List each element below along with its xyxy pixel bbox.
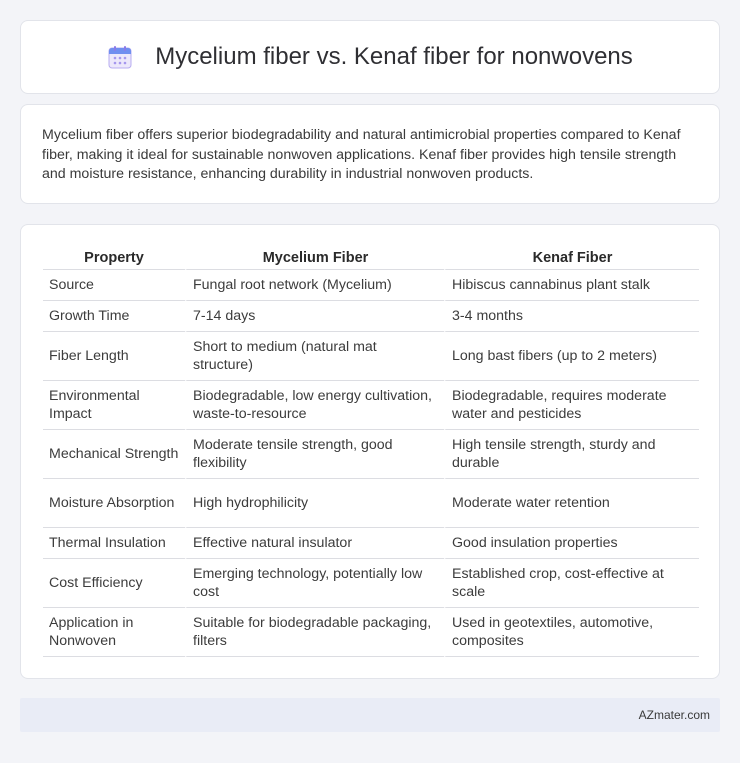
kenaf-cell: Established crop, cost-effective at scale: [444, 559, 699, 608]
page-title: Mycelium fiber vs. Kenaf fiber for nonwovens: [155, 43, 633, 70]
property-cell: Thermal Insulation: [43, 528, 185, 559]
table-row: [43, 479, 699, 528]
table-row: [43, 528, 699, 559]
property-cell: Growth Time: [43, 301, 185, 332]
title-card: [20, 20, 720, 94]
mycelium-cell: High hydrophilicity: [185, 479, 444, 528]
summary-card: [20, 104, 720, 204]
mycelium-cell: Effective natural insulator: [185, 528, 444, 559]
property-cell: Source: [43, 270, 185, 301]
mycelium-cell: Short to medium (natural mat structure): [185, 332, 444, 381]
kenaf-cell: Long bast fibers (up to 2 meters): [444, 332, 699, 381]
header-mycelium: Mycelium Fiber: [185, 247, 444, 270]
comparison-card: [20, 224, 720, 679]
kenaf-cell: Good insulation properties: [444, 528, 699, 559]
mycelium-cell: Emerging technology, potentially low cost: [185, 559, 444, 608]
kenaf-cell: High tensile strength, sturdy and durable: [444, 430, 699, 479]
property-cell: Cost Efficiency: [43, 559, 185, 608]
property-cell: Fiber Length: [43, 332, 185, 381]
kenaf-cell: 3-4 months: [444, 301, 699, 332]
footer: [20, 698, 720, 732]
table-row: [43, 332, 699, 381]
mycelium-cell: Biodegradable, low energy cultivation, waste-to-resource: [185, 381, 444, 430]
property-cell: Moisture Absorption: [43, 479, 185, 528]
header-property: Property: [43, 247, 185, 270]
mycelium-cell: 7-14 days: [185, 301, 444, 332]
mycelium-cell: Moderate tensile strength, good flexibility: [185, 430, 444, 479]
property-cell: Environmental Impact: [43, 381, 185, 430]
property-cell: Application in Nonwoven: [43, 608, 185, 657]
kenaf-cell: Used in geotextiles, automotive, composites: [444, 608, 699, 657]
kenaf-cell: Biodegradable, requires moderate water and pesticides: [444, 381, 699, 430]
table-row: [43, 270, 699, 301]
table-row: [43, 608, 699, 657]
calendar-icon: [107, 44, 133, 70]
table-row: [43, 301, 699, 332]
table-header-row: [43, 247, 699, 270]
summary-text: Mycelium fiber offers superior biodegradability and natural antimicrobial properties compared to Kenaf fiber, making it ideal for sustainable nonwoven applications. Kenaf fiber provides high tensile strength and moisture resistance, enhancing durability in industrial nonwoven products.: [42, 127, 681, 182]
footer-site-link[interactable]: AZmater.com: [638, 708, 710, 722]
mycelium-cell: Suitable for biodegradable packaging, filters: [185, 608, 444, 657]
header-kenaf: Kenaf Fiber: [444, 247, 699, 270]
kenaf-cell: Hibiscus cannabinus plant stalk: [444, 270, 699, 301]
table-row: [43, 430, 699, 479]
comparison-table: [43, 247, 699, 657]
table-row: [43, 559, 699, 608]
mycelium-cell: Fungal root network (Mycelium): [185, 270, 444, 301]
property-cell: Mechanical Strength: [43, 430, 185, 479]
kenaf-cell: Moderate water retention: [444, 479, 699, 528]
table-row: [43, 381, 699, 430]
